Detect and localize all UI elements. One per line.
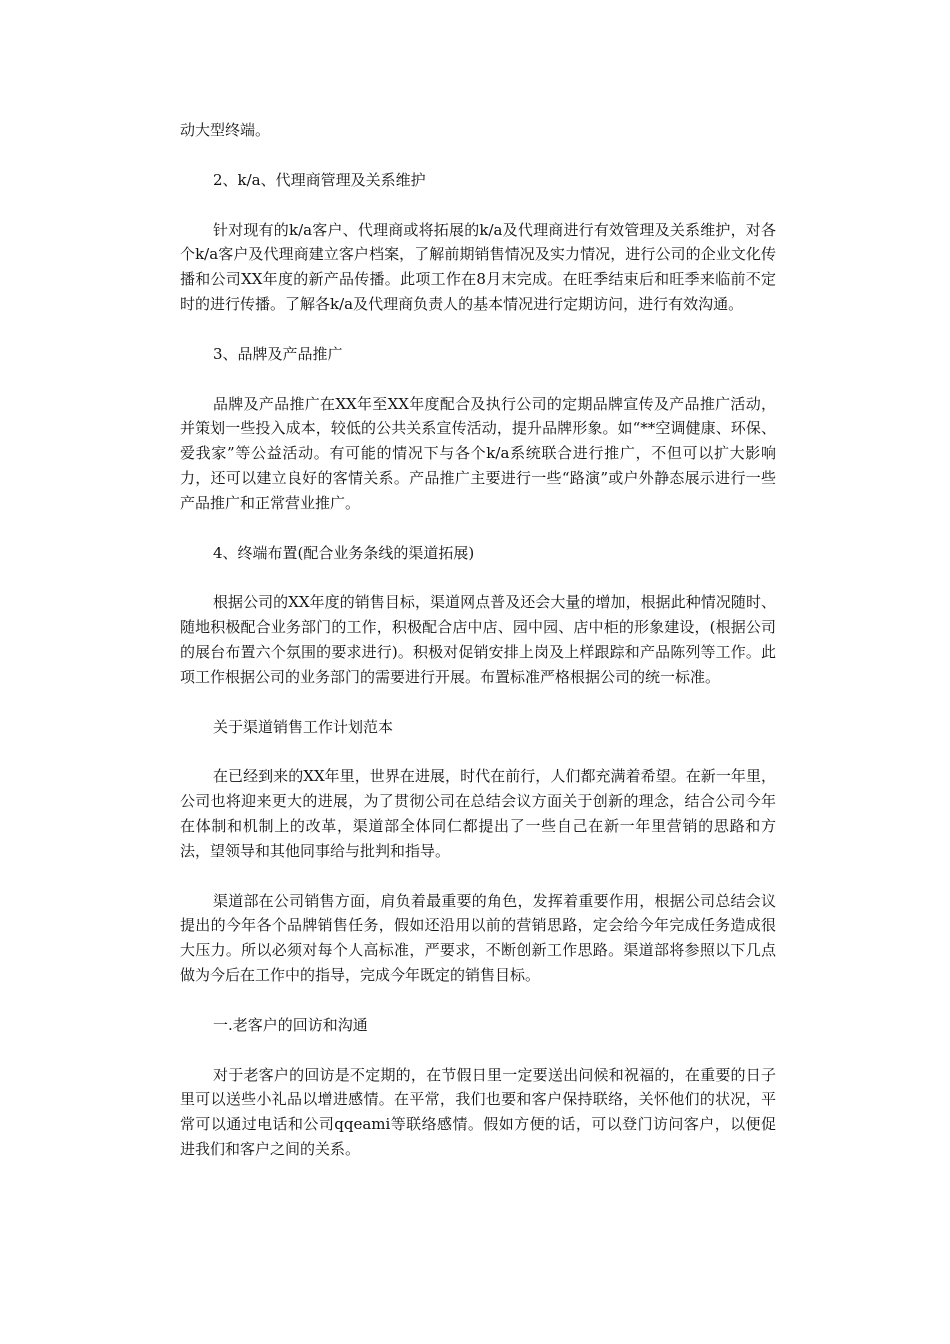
document-body xyxy=(180,118,776,1187)
section-heading-ka-agent-management: 2、k/a、代理商管理及关系维护 xyxy=(213,170,426,189)
section-heading-customer-followup: 一.老客户的回访和沟通 xyxy=(213,1015,368,1034)
section-heading-terminal-layout: 4、终端布置(配合业务条线的渠道拓展) xyxy=(213,543,475,562)
paragraph-intro: 在已经到来的XX年里，世界在进展，时代在前行，人们都充满着希望。在新一年里，公司也将迎来更大的进展，为了贯彻公司在总结会议方面关于创新的理念，结合公司今年在体制和机制上的改革，渠道部全体同仁都提出了一些自己在新一年里营销的思路和方法，望领导和其他同事给与批判和指导。 xyxy=(180,767,776,860)
paragraph-customer-followup: 对于老客户的回访是不定期的，在节假日里一定要送出问候和祝福的，在重要的日子里可以送些小礼品以增进感情。在平常，我们也要和客户保持联络，关怀他们的状况，平常可以通过电话和公司qqeami等联络感情。假如方便的话，可以登门访问客户，以便促进我们和客户之间的关系。 xyxy=(180,1065,776,1158)
paragraph-brand-promotion: 品牌及产品推广在XX年至XX年度配合及执行公司的定期品牌宣传及产品推广活动，并策划一些投入成本，较低的公共关系宣传活动，提升品牌形象。如“**空调健康、环保、爱我家”等公益活动。有可能的情况下与各个k/a系统联合进行推广，不但可以扩大影响力，还可以建立良好的客情关系。产品推广主要进行一些“路演”或户外静态展示进行一些产品推广和正常营业推广。 xyxy=(180,394,776,512)
paragraph-ka-agent-management: 针对现有的k/a客户、代理商或将拓展的k/a及代理商进行有效管理及关系维护，对各个k/a客户及代理商建立客户档案，了解前期销售情况及实力情况，进行公司的企业文化传播和公司XX年度的新产品传播。此项工作在8月末完成。在旺季结束后和旺季来临前不定时的进行传播。了解各k/a及代理商负责人的基本情况进行定期访问，进行有效沟通。 xyxy=(180,220,776,313)
document-title-channel-sales-plan: 关于渠道销售工作计划范本 xyxy=(213,717,394,736)
paragraph-continuation: 动大型终端。 xyxy=(180,121,271,139)
paragraph-channel-role: 渠道部在公司销售方面，肩负着最重要的角色，发挥着重要作用，根据公司总结会议提出的今年各个品牌销售任务，假如还沿用以前的营销思路，定会给今年完成任务造成很大压力。所以必须对每个人高标准，严要求，不断创新工作思路。渠道部将参照以下几点做为今后在工作中的指导，完成今年既定的销售目标。 xyxy=(180,891,776,984)
section-heading-brand-promotion: 3、品牌及产品推广 xyxy=(213,344,343,363)
paragraph-terminal-layout: 根据公司的XX年度的销售目标，渠道网点普及还会大量的增加，根据此种情况随时、随地积极配合业务部门的工作，积极配合店中店、园中园、店中柜的形象建设，(根据公司的展台布置六个氛围的要求进行)。积极对促销安排上岗及上样跟踪和产品陈列等工作。此项工作根据公司的业务部门的需要进行开展。布置标准严格根据公司的统一标准。 xyxy=(180,593,776,686)
